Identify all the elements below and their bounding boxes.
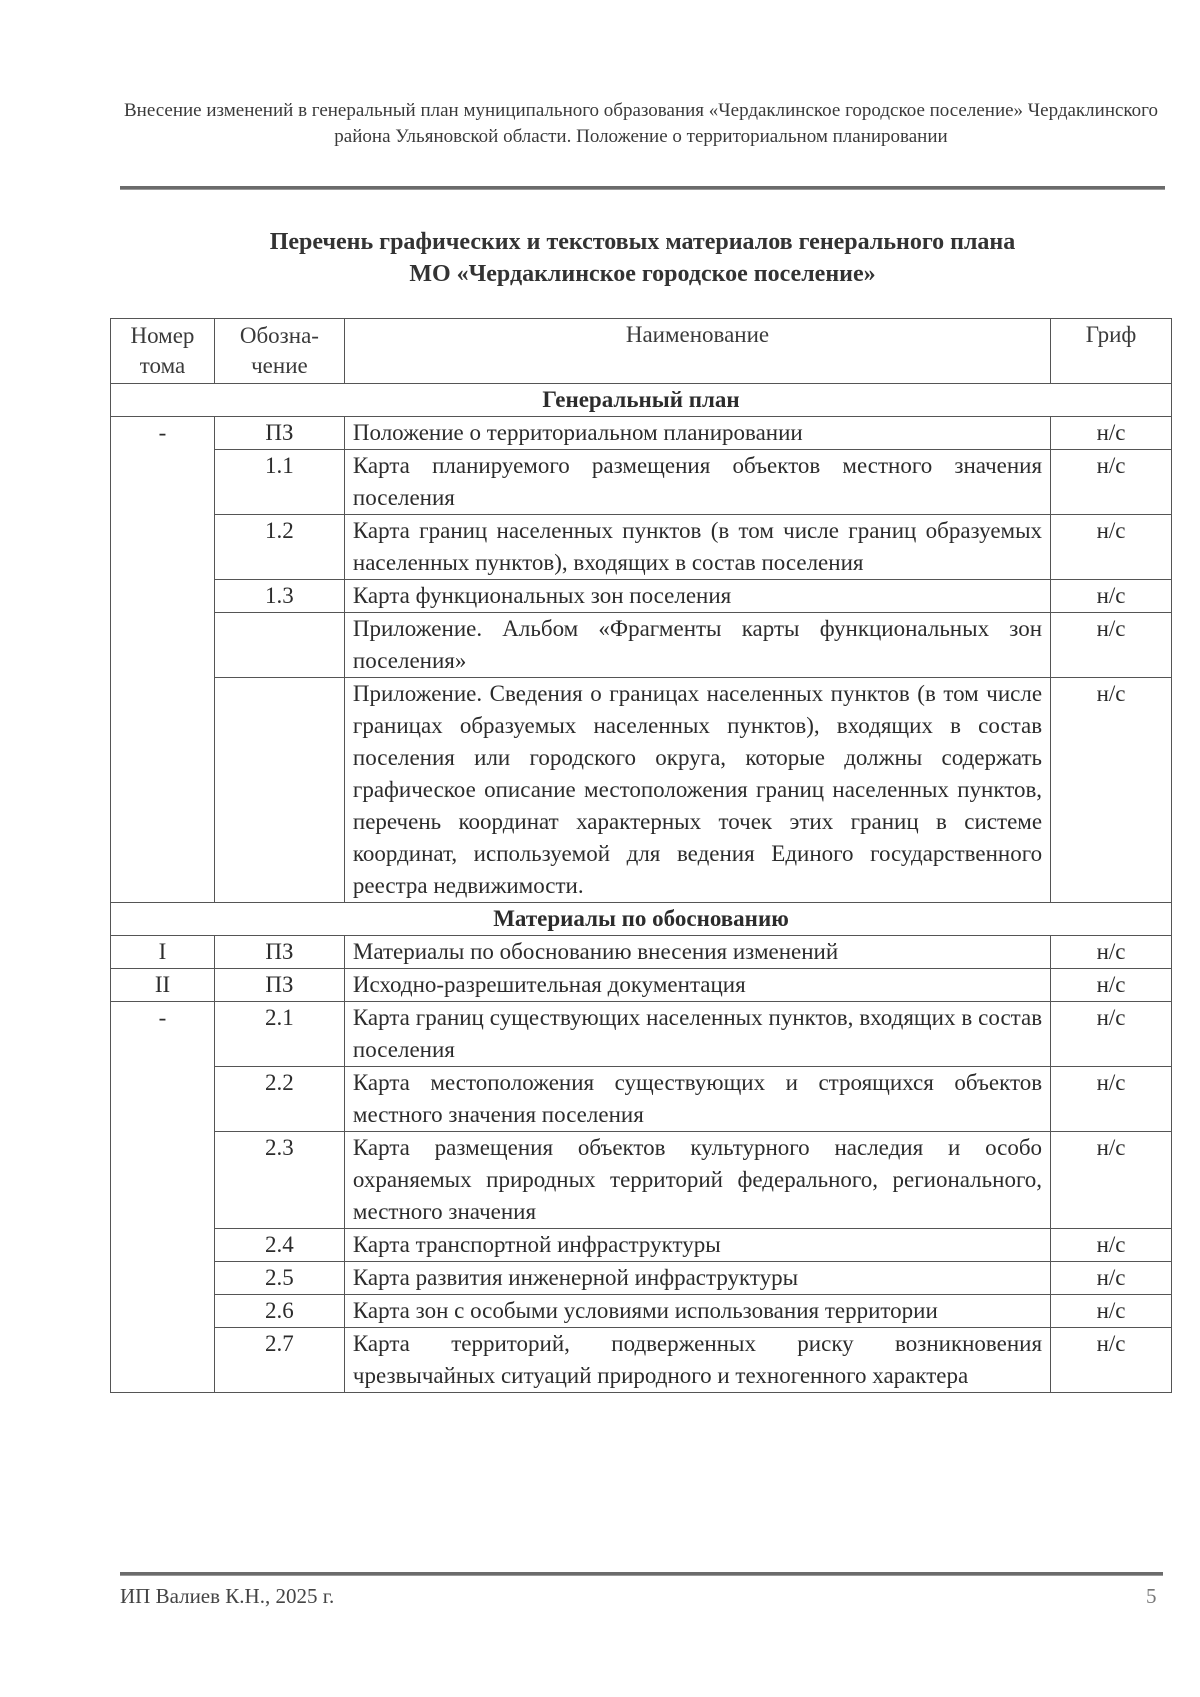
code-cell: 1.2 [214, 515, 344, 580]
name-cell: Карта развития инженерной инфраструктуры [344, 1262, 1050, 1295]
table-row [111, 613, 1172, 678]
volume-cell [111, 515, 215, 580]
volume-cell [111, 1328, 215, 1393]
name-cell: Карта функциональных зон поселения [344, 580, 1050, 613]
table-row [111, 936, 1172, 969]
page-number: 5 [1146, 1584, 1157, 1608]
grif-cell: н/с [1051, 1295, 1172, 1328]
name-cell: Положение о территориальном планировании [344, 417, 1050, 450]
table-row [111, 1002, 1172, 1067]
volume-cell [111, 678, 215, 903]
title-line-1: Перечень графических и текстовых материалов генерального плана [269, 229, 1016, 255]
code-cell: 2.2 [214, 1067, 344, 1132]
code-cell: 1.1 [214, 450, 344, 515]
table-row [111, 1229, 1172, 1262]
code-cell: 2.4 [214, 1229, 344, 1262]
code-cell: 2.3 [214, 1132, 344, 1229]
column-header-name: Наименование [344, 319, 1050, 384]
column-header-grif: Гриф [1051, 319, 1172, 384]
volume-cell [111, 1229, 215, 1262]
table-row [111, 580, 1172, 613]
grif-cell: н/с [1051, 417, 1172, 450]
grif-cell: н/с [1051, 1132, 1172, 1229]
volume-cell: II [111, 969, 215, 1002]
page-title [120, 226, 1165, 290]
name-cell: Карта границ существующих населенных пунктов, входящих в состав поселения [344, 1002, 1050, 1067]
grif-cell: н/с [1051, 1002, 1172, 1067]
code-cell: 2.5 [214, 1262, 344, 1295]
volume-cell [111, 580, 215, 613]
table-row [111, 1262, 1172, 1295]
grif-cell: н/с [1051, 969, 1172, 1002]
name-cell: Карта границ населенных пунктов (в том числе границ образуемых населенных пунктов), входящих в состав поселения [344, 515, 1050, 580]
document-header: Внесение изменений в генеральный план муниципального образования «Чердаклинское городское поселение» Чердаклинского района Ульяновской области. Положение о территориальном планировании [123, 100, 1158, 147]
grif-cell: н/с [1051, 450, 1172, 515]
section-title: Материалы по обоснованию [111, 903, 1172, 936]
table-row [111, 515, 1172, 580]
column-header-code: Обозна-чение [214, 319, 344, 384]
section-row [111, 384, 1172, 417]
code-cell: 2.1 [214, 1002, 344, 1067]
name-cell: Карта территорий, подверженных риску возникновения чрезвычайных ситуаций природного и техногенного характера [344, 1328, 1050, 1393]
name-cell: Карта транспортной инфраструктуры [344, 1229, 1050, 1262]
grif-cell: н/с [1051, 1067, 1172, 1132]
volume-cell: - [111, 417, 215, 450]
table-row [111, 1132, 1172, 1229]
name-cell: Приложение. Сведения о границах населенных пунктов (в том числе границах образуемых населенных пунктов), входящих в состав поселения или городского округа, которые должны содержать графическое описание местоположения границ населенных пунктов, перечень координат характерных точек этих границ в системе координат, используемой для ведения Единого государственного реестра недвижимости. [344, 678, 1050, 903]
code-cell [214, 678, 344, 903]
table-row [111, 417, 1172, 450]
code-cell: 1.3 [214, 580, 344, 613]
table-row [111, 450, 1172, 515]
footer-rule [120, 1572, 1163, 1576]
table-row [111, 1328, 1172, 1393]
grif-cell: н/с [1051, 613, 1172, 678]
table-row [111, 1295, 1172, 1328]
volume-cell [111, 1067, 215, 1132]
name-cell: Материалы по обоснованию внесения изменений [344, 936, 1050, 969]
name-cell: Карта планируемого размещения объектов местного значения поселения [344, 450, 1050, 515]
name-cell: Приложение. Альбом «Фрагменты карты функциональных зон поселения» [344, 613, 1050, 678]
code-cell: ПЗ [214, 969, 344, 1002]
table-row [111, 678, 1172, 903]
code-cell: ПЗ [214, 936, 344, 969]
volume-cell [111, 1262, 215, 1295]
volume-cell [111, 613, 215, 678]
volume-cell [111, 1132, 215, 1229]
name-cell: Карта местоположения существующих и строящихся объектов местного значения поселения [344, 1067, 1050, 1132]
table-row [111, 969, 1172, 1002]
title-line-2: МО «Чердаклинское городское поселение» [409, 261, 876, 287]
materials-table [110, 318, 1172, 1393]
grif-cell: н/с [1051, 515, 1172, 580]
grif-cell: н/с [1051, 1229, 1172, 1262]
grif-cell: н/с [1051, 1328, 1172, 1393]
code-cell: 2.7 [214, 1328, 344, 1393]
volume-cell: I [111, 936, 215, 969]
volume-cell [111, 450, 215, 515]
grif-cell: н/с [1051, 936, 1172, 969]
grif-cell: н/с [1051, 1262, 1172, 1295]
code-cell [214, 613, 344, 678]
name-cell: Карта зон с особыми условиями использования территории [344, 1295, 1050, 1328]
grif-cell: н/с [1051, 580, 1172, 613]
column-header-volume: Номер тома [111, 319, 215, 384]
grif-cell: н/с [1051, 678, 1172, 903]
name-cell: Исходно-разрешительная документация [344, 969, 1050, 1002]
section-row [111, 903, 1172, 936]
header-rule [120, 186, 1165, 190]
footer-author: ИП Валиев К.Н., 2025 г. [120, 1584, 335, 1608]
code-cell: ПЗ [214, 417, 344, 450]
section-title: Генеральный план [111, 384, 1172, 417]
table-row [111, 1067, 1172, 1132]
table-header-row [111, 319, 1172, 384]
volume-cell [111, 1295, 215, 1328]
code-cell: 2.6 [214, 1295, 344, 1328]
volume-cell: - [111, 1002, 215, 1067]
name-cell: Карта размещения объектов культурного наследия и особо охраняемых природных территорий федерального, регионального, местного значения [344, 1132, 1050, 1229]
